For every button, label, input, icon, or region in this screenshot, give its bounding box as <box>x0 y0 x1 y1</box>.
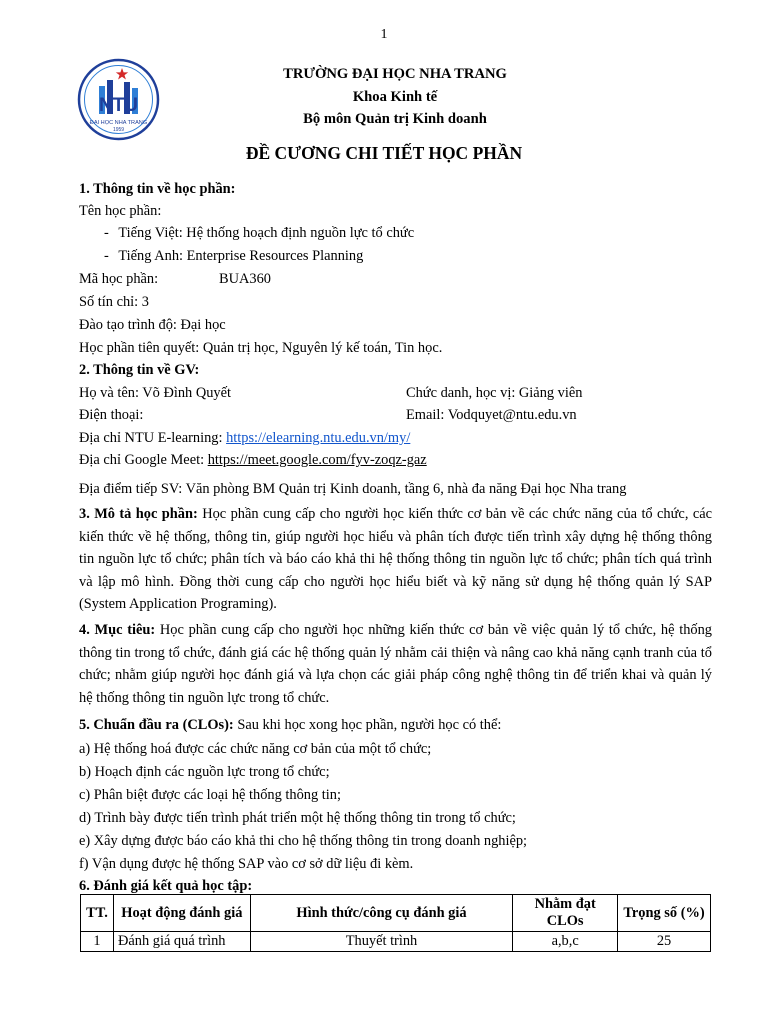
col-header-clos: Nhằm đạt CLOs <box>513 895 618 932</box>
credits: Số tín chỉ: 3 <box>79 294 149 310</box>
clo-item: b) Hoạch định các nguồn lực trong tổ chức; <box>79 764 330 780</box>
meet-label: Địa chỉ Google Meet: <box>79 452 208 468</box>
course-name-label: Tên học phần: <box>79 203 162 219</box>
faculty-name: Khoa Kinh tế <box>352 89 438 105</box>
assessment-table <box>80 894 711 952</box>
course-code-value: BUA360 <box>219 271 271 287</box>
table-header-row <box>81 895 711 932</box>
col-header-activity: Hoạt động đánh giá <box>113 895 250 932</box>
clo-item: d) Trình bày được tiến trình phát triển một hệ thống thông tin trong tổ chức; <box>79 810 516 826</box>
elearning-label: Địa chỉ NTU E-learning: <box>79 430 227 446</box>
course-code-label: Mã học phần: <box>79 271 159 287</box>
col-header-weight: Trọng số (%) <box>618 895 711 932</box>
section1-heading: 1. Thông tin về học phần: <box>79 181 236 197</box>
section4-objectives <box>79 619 712 709</box>
section5-heading: 5. Chuẩn đầu ra (CLOs): <box>79 717 234 733</box>
col-header-tt: TT. <box>81 895 114 932</box>
cell-activity: Đánh giá quá trình <box>113 932 250 952</box>
course-name-english: - Tiếng Anh: Enterprise Resources Planning <box>104 248 364 264</box>
lecturer-name: Họ và tên: Võ Đình Quyết <box>79 385 232 401</box>
clo-item: e) Xây dựng được báo cáo khả thi cho hệ thống thông tin trong doanh nghiệp; <box>79 833 528 849</box>
ntu-logo <box>77 58 160 141</box>
section3-text: Học phần cung cấp cho người học kiến thức cơ bản về các chức năng của tổ chức, các kiến thức về hệ thống, thông tin, giúp người học hiểu và phân tích được tiến trình xây dựng hệ thống thông tin nguồn lực tổ chức; phân tích và báo cáo khả thi hệ thống thông tin nguồn lực tổ chức; phân tích quá trình và lập mô hình. Đồng thời cung cấp cho người học hiểu biết và kỹ năng sử dụng hệ thống quản lý SAP (System Application Programing). <box>79 506 712 612</box>
logo-ring-text: ĐẠI HỌC NHA TRANG <box>89 120 148 126</box>
lecturer-email: Email: Vodquyet@ntu.edu.vn <box>406 407 577 423</box>
course-name-vietnamese: - Tiếng Việt: Hệ thống hoạch định nguồn lực tổ chức <box>104 225 415 241</box>
training-level: Đào tạo trình độ: Đại học <box>79 317 226 333</box>
meet-link[interactable]: https://meet.google.com/fyv-zoqz-gaz <box>207 452 427 468</box>
cell-clos: a,b,c <box>513 932 618 952</box>
department-name: Bộ môn Quản trị Kinh doanh <box>303 111 487 127</box>
section2-heading: 2. Thông tin về GV: <box>79 362 200 378</box>
page-number: 1 <box>380 27 388 42</box>
elearning-line <box>79 429 410 447</box>
university-name: TRƯỜNG ĐẠI HỌC NHA TRANG <box>283 66 507 82</box>
cell-weight: 25 <box>618 932 711 952</box>
section5-intro: Sau khi học xong học phần, người học có thể: <box>233 717 502 733</box>
clo-item: c) Phân biệt được các loại hệ thống thông tin; <box>79 787 341 803</box>
logo-initials: NTU <box>98 95 139 116</box>
clo-item: a) Hệ thống hoá được các chức năng cơ bản của một tổ chức; <box>79 741 432 757</box>
document-title: ĐỀ CƯƠNG CHI TIẾT HỌC PHẦN <box>245 143 523 163</box>
section3-heading: 3. Mô tả học phần: <box>79 506 198 522</box>
table-row <box>81 932 711 952</box>
section3-description <box>79 503 712 616</box>
cell-method: Thuyết trình <box>250 932 513 952</box>
section4-heading: 4. Mục tiêu: <box>79 622 156 638</box>
elearning-link[interactable]: https://elearning.ntu.edu.vn/my/ <box>226 430 411 446</box>
cell-tt: 1 <box>81 932 114 952</box>
clo-item: f) Vận dụng được hệ thống SAP vào cơ sở dữ liệu đi kèm. <box>79 856 414 872</box>
office-location: Địa điểm tiếp SV: Văn phòng BM Quản trị Kinh doanh, tầng 6, nhà đa năng Đại học Nha trang <box>79 481 627 497</box>
meet-line <box>79 451 427 469</box>
section4-text: Học phần cung cấp cho người học những kiến thức cơ bản về việc quản lý tổ chức, hệ thống thông tin trong tổ chức, đánh giá các hệ thống quản lý nhằm cải thiện và nâng cao khả năng cạnh tranh của tổ chức; nhằm giúp người học đánh giá và lựa chọn các giải pháp công nghệ thông tin để triển khai và quản lý hệ thống thông tin nguồn lực trong tổ chức. <box>79 622 712 706</box>
section5-intro-line <box>79 716 501 734</box>
prerequisites: Học phần tiên quyết: Quản trị học, Nguyên lý kế toán, Tin học. <box>79 340 443 356</box>
lecturer-phone: Điện thoại: <box>79 407 144 423</box>
lecturer-title: Chức danh, học vị: Giảng viên <box>406 385 583 401</box>
section6-heading: 6. Đánh giá kết quả học tập: <box>79 878 253 894</box>
col-header-method: Hình thức/công cụ đánh giá <box>250 895 513 932</box>
logo-year: 1959 <box>112 127 125 133</box>
